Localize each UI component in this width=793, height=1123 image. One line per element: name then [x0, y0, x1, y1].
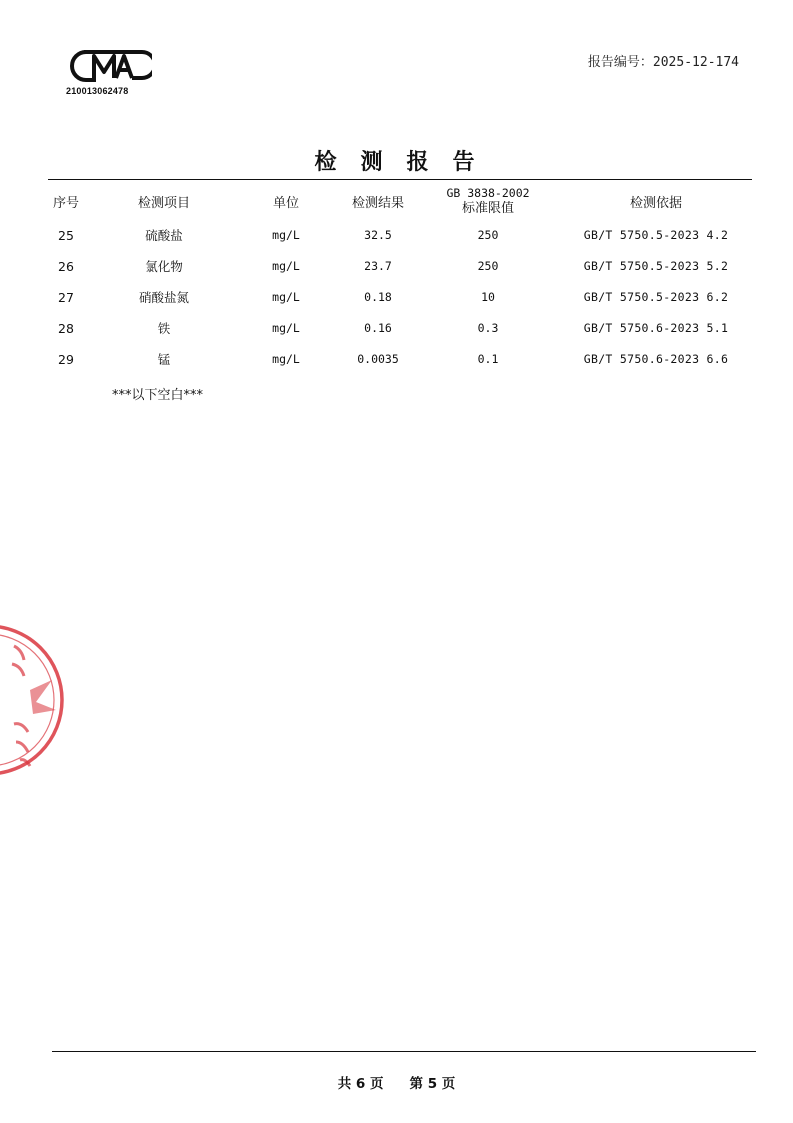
row-limit: 0.1 — [477, 351, 499, 366]
row-unit: mg/L — [272, 352, 300, 366]
row-unit: mg/L — [272, 228, 300, 242]
row-result: 0.16 — [364, 321, 392, 335]
header-limit-label: 标准限值 — [461, 201, 514, 216]
row-no: 26 — [58, 258, 74, 274]
row-limit: 0.3 — [477, 320, 499, 335]
header-limit — [428, 182, 548, 220]
report-number-text: 报告编号：2025-12-174 — [587, 55, 739, 70]
row-method: GB/T 5750.5-2023 5.2 — [583, 259, 729, 273]
cma-code: 210013062478 — [66, 86, 129, 96]
seal-graphic — [0, 620, 70, 790]
row-no: 28 — [58, 320, 74, 336]
header-result: 检测结果 — [351, 195, 404, 211]
table-header — [48, 182, 752, 220]
row-result: 23.7 — [364, 259, 392, 273]
row-no: 29 — [58, 351, 74, 367]
header-method: 检测依据 — [629, 195, 682, 211]
row-unit: mg/L — [272, 259, 300, 273]
row-method: GB/T 5750.6-2023 5.1 — [583, 321, 729, 335]
cma-certification-logo — [66, 48, 152, 104]
page-title: 检测报告 — [314, 150, 499, 175]
header-limit-standard: GB 3838-2002 — [446, 186, 530, 200]
row-item: 氯化物 — [145, 259, 183, 274]
row-method: GB/T 5750.5-2023 4.2 — [583, 228, 729, 242]
header-item: 检测项目 — [137, 195, 190, 211]
row-item: 锰 — [157, 352, 171, 367]
header-unit: 单位 — [272, 195, 299, 211]
header-no: 序号 — [52, 195, 79, 211]
row-item: 铁 — [157, 321, 171, 336]
row-item: 硫酸盐 — [145, 228, 183, 243]
row-unit: mg/L — [272, 290, 300, 304]
row-unit: mg/L — [272, 321, 300, 335]
row-limit: 250 — [477, 258, 499, 273]
page-footer — [0, 1072, 793, 1092]
red-seal-stamp — [0, 620, 70, 790]
blank-note: ***以下空白*** — [112, 388, 204, 403]
row-result: 32.5 — [364, 228, 392, 242]
table-row — [48, 343, 752, 375]
row-no: 27 — [58, 289, 74, 305]
report-number — [588, 51, 739, 70]
row-limit: 250 — [477, 227, 499, 242]
total-pages: 共 6 页 — [337, 1076, 384, 1092]
row-result: 0.18 — [364, 290, 392, 304]
row-item: 硝酸盐氮 — [138, 290, 189, 305]
row-result: 0.0035 — [357, 352, 399, 366]
current-page: 第 5 页 — [409, 1076, 456, 1092]
table-top-rule — [48, 179, 752, 180]
row-method: GB/T 5750.5-2023 6.2 — [583, 290, 729, 304]
cma-mark-graphic — [66, 48, 152, 88]
footer-rule — [52, 1051, 756, 1052]
row-no: 25 — [58, 227, 74, 243]
row-method: GB/T 5750.6-2023 6.6 — [583, 352, 729, 366]
table-row — [48, 312, 752, 344]
table-row — [48, 219, 752, 251]
row-limit: 10 — [481, 289, 495, 304]
table-row — [48, 281, 752, 313]
table-row — [48, 250, 752, 282]
